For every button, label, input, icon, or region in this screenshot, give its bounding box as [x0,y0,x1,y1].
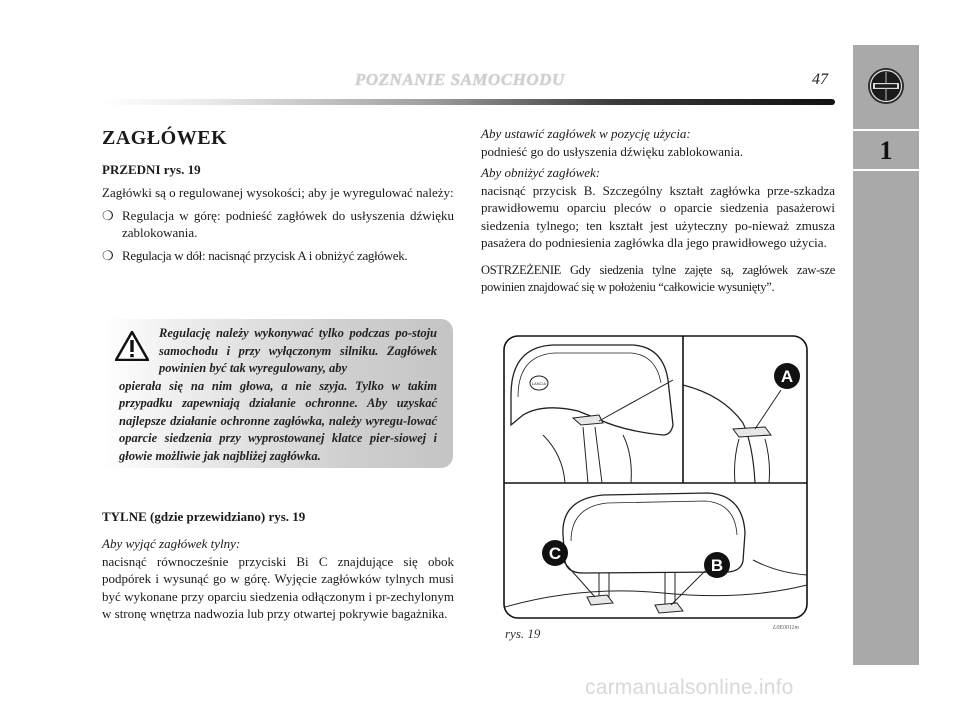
running-header-title: POZNANIE SAMOCHODU [355,70,565,89]
warning-text [119,325,437,465]
rear-section [102,509,454,623]
watermark: carmanualsonline.info [585,676,794,699]
front-heading: PRZEDNI rys. 19 [102,162,201,177]
warning-text-rest: opierała się na nim głowa, a nie szyja. Tylko w takim przypadku zapewniają działanie ochronne. Aby uzyskać najlepsze działanie ochronne zagłówka, należy wyregu-lować oparcie siedzenia przy wyprostowanej klatce pier-siowej i głowie możliwie jak najbliżej zagłówka. [119,378,437,463]
rear-subheading: Aby wyjąć zagłówek tylny: [102,536,241,551]
bullet-lower [102,247,454,265]
label-b: B [710,556,724,575]
chapter-sidebar [853,45,919,665]
warning-box [101,319,453,468]
warning-text-indented: Regulację należy wykonywać tylko podczas po-stoju samochodu i przy wyłączonym silniku. Zagłówek powinien być tak wyregulowany, aby [159,326,437,375]
right-column [481,125,835,297]
section-title: ZAGŁÓWEK [102,127,228,149]
figure-code: L0E0011m [773,625,799,631]
bullet-marker: ❍ [102,247,114,263]
bullet-text: Regulacja w górę: podnieść zagłówek do usłyszenia dźwięku zablokowania. [122,207,454,240]
headrest-figure [503,335,808,619]
raise-subheading: Aby ustawić zagłówek w pozycję użycia: [481,126,691,141]
bullet-text: Regulacja w dół: nacisnąć przycisk A i obniżyć zagłówek. [122,247,408,263]
lancia-logo-icon [867,67,905,105]
figure-caption: rys. 19 [505,626,541,641]
caution-text: OSTRZEŻENIE Gdy siedzenia tylne zajęte są, zagłówek zaw-sze powinien znajdować się w położeniu “całkowicie wysunięty”. [481,262,835,294]
label-a: A [780,367,794,386]
page-number: 47 [812,71,828,88]
bullet-raise [102,207,454,242]
chapter-number: 1 [879,136,893,165]
brand-badge: LANCIA [531,381,547,386]
bullet-marker: ❍ [102,207,114,223]
intro-text: Zagłówki są o regulowanej wysokości; aby je wyregulować należy: [102,185,454,200]
label-c: C [548,544,562,563]
header-rule [100,99,835,105]
raise-text: podnieść go do usłyszenia dźwięku zablokowania. [481,143,744,159]
lower-text: nacisnąć przycisk B. Szczególny kształt zagłówka prze-szkadza prawidłowemu oparciu pleców o oparcie siedzenia pasażerowi siedzenia tylnego; ten kształt jest użyteczny po-nieważ zmusza pasażera do podniesienia zagłówka dla jego prawidłowego użycia. [481,182,835,250]
left-column [102,125,454,264]
lower-subheading: Aby obniżyć zagłówek: [481,165,601,180]
rear-text: nacisnąć równocześnie przyciski Bi C znajdujące się obok podpórek i wysunąć go w górę. Wyjęcie zagłówków tylnych musi być wykonane przy oparciu siedzenia odłączonym i pr-zechylonym w stronę wnętrza nadwozia lub przy otwartej pokrywie bagażnika. [102,553,454,621]
rear-heading: TYLNE (gdzie przewidziano) rys. 19 [102,509,306,524]
